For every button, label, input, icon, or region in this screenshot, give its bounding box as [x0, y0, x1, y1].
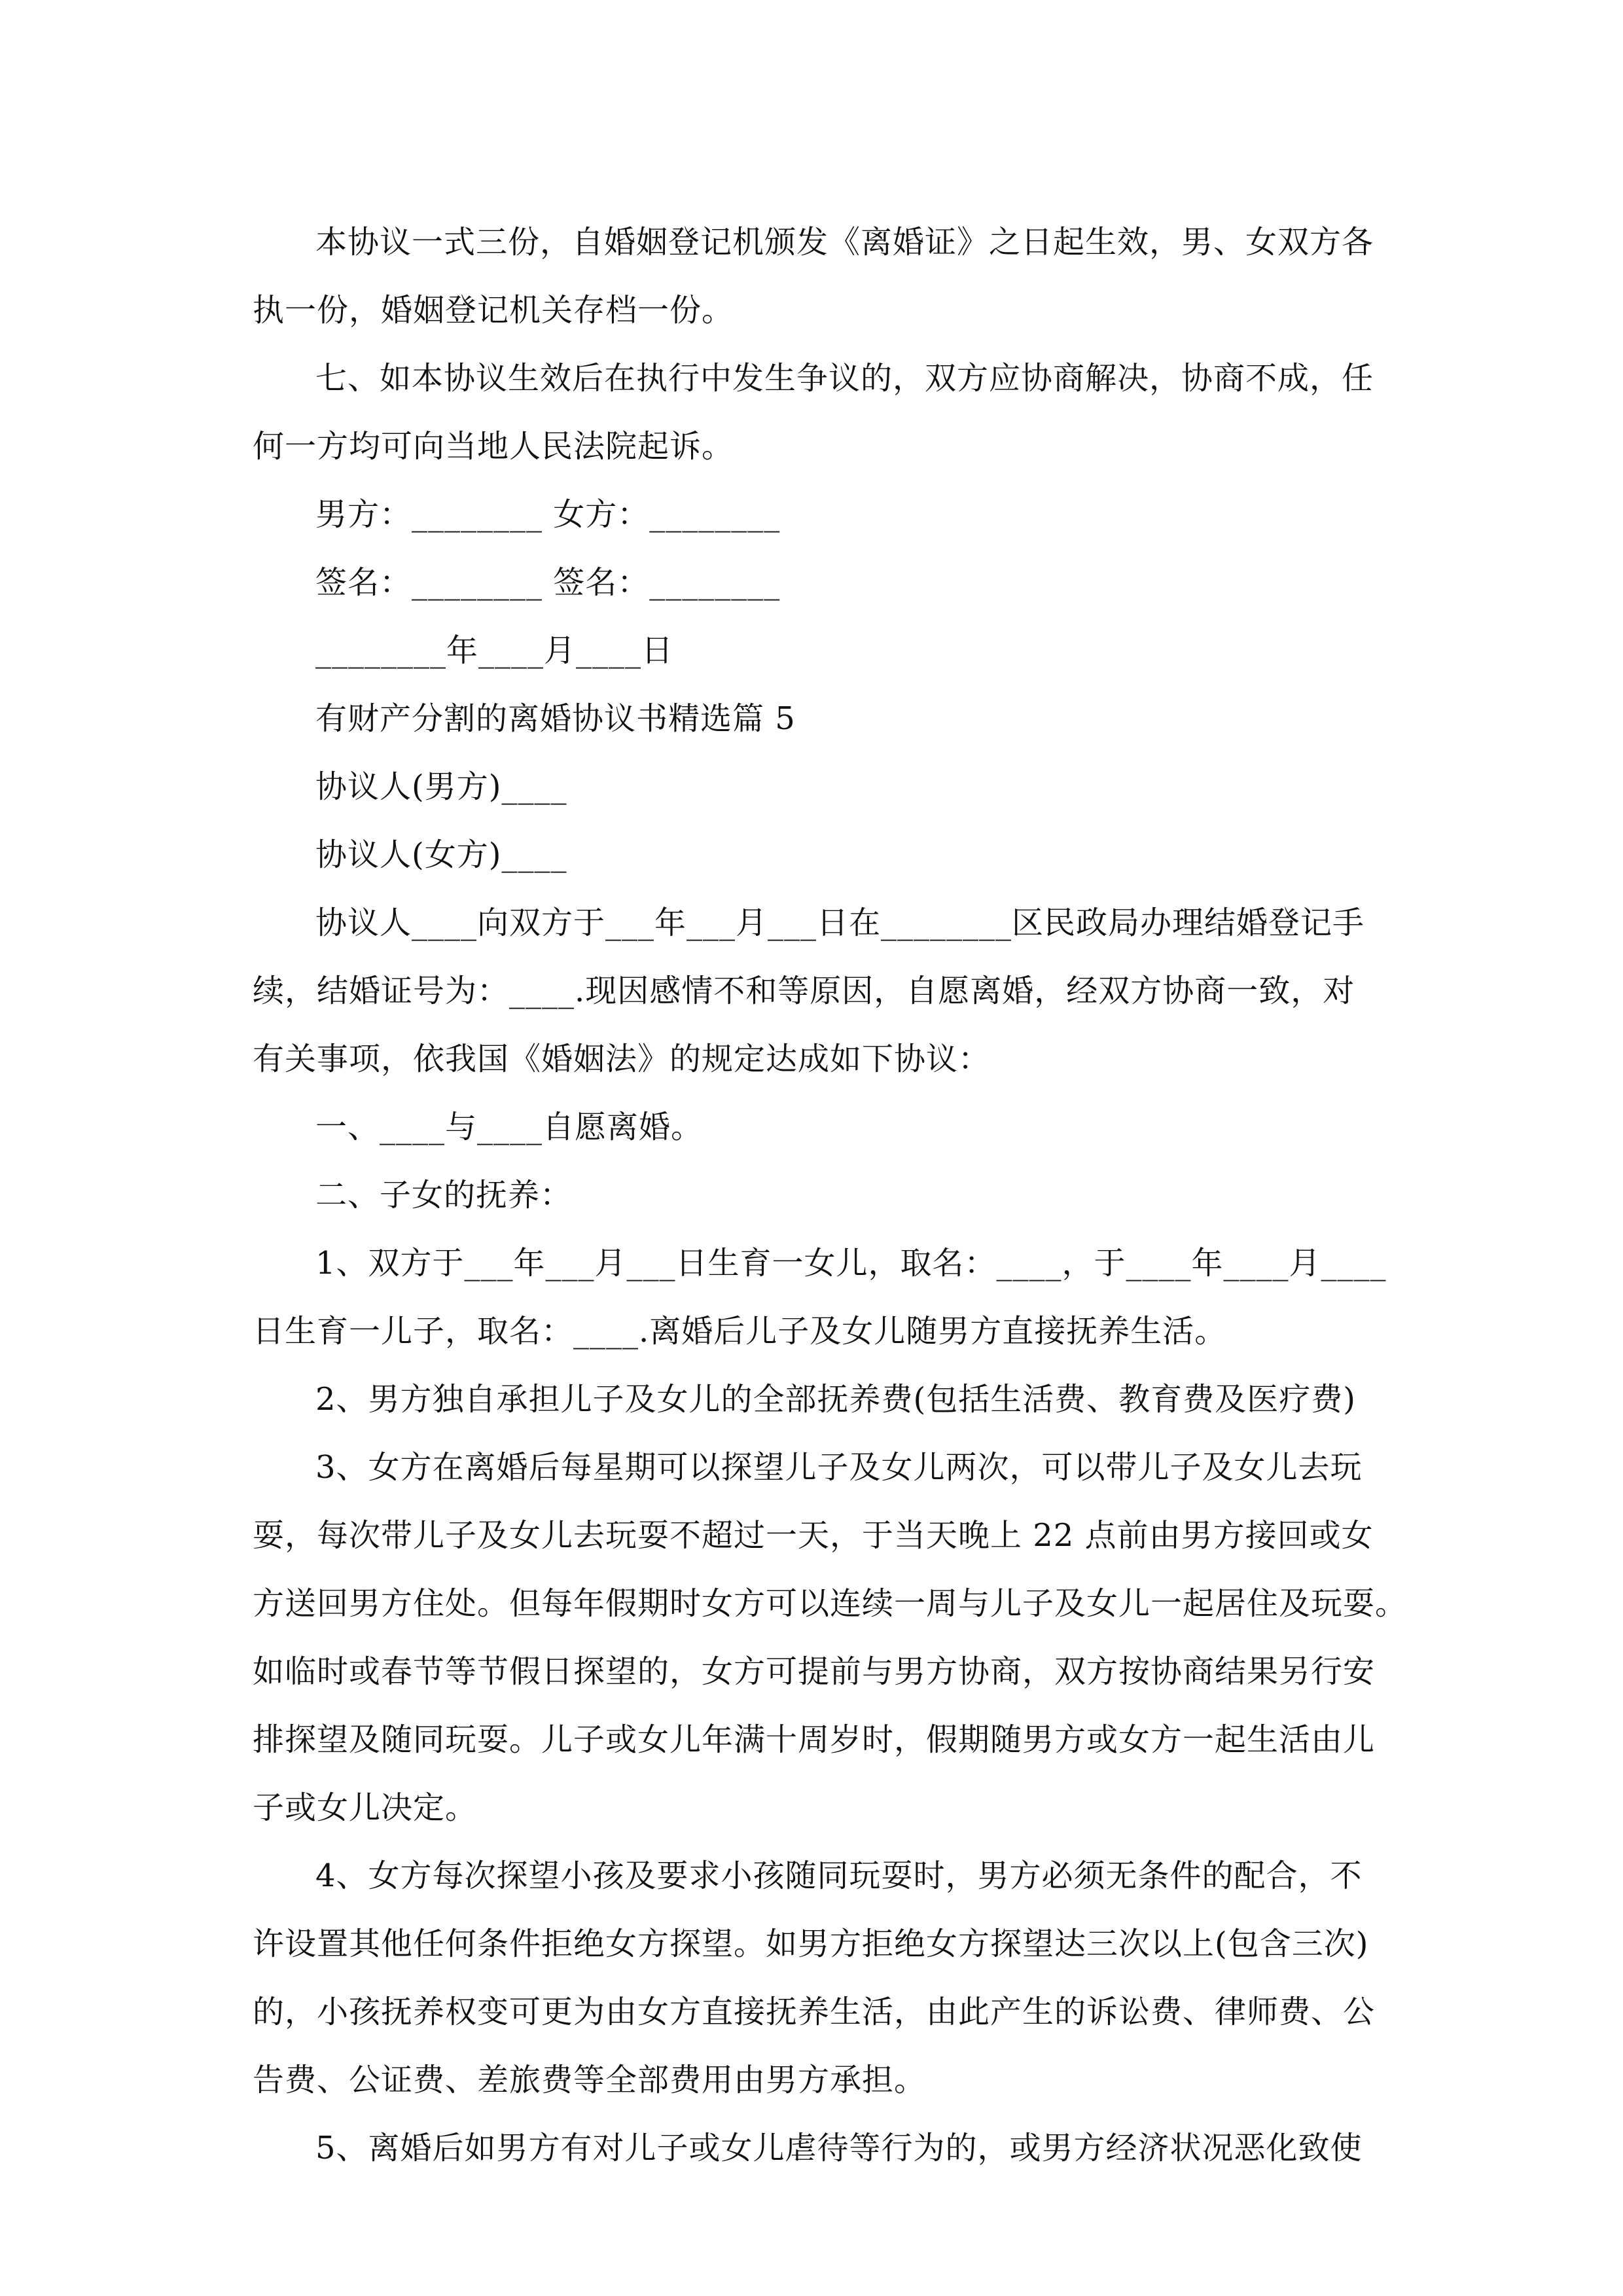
paragraph-continuation-line: 的，小孩抚养权变可更为由女方直接抚养生活，由此产生的诉讼费、律师费、公 [253, 1994, 1376, 2030]
paragraph-first-line: 4、女方每次探望小孩及要求小孩随同玩耍时，男方必须无条件的配合，不 [315, 1857, 1363, 1894]
paragraph-continuation-line: 告费、公证费、差旅费等全部费用由男方承担。 [253, 2062, 927, 2098]
paragraph-continuation-line: 日生育一儿子，取名：____.离婚后儿子及女儿随男方直接抚养生活。 [253, 1313, 1227, 1350]
paragraph-first-line: 协议人____向双方于___年___月___日在________区民政局办理结婚登记手 [315, 905, 1365, 941]
paragraph-continuation-line: 耍，每次带儿子及女儿去玩耍不超过一天，于当天晚上 22 点前由男方接回或女 [253, 1517, 1374, 1554]
paragraph-first-line: 5、离婚后如男方有对儿子或女儿虐待等行为的，或男方经济状况恶化致使 [315, 2130, 1363, 2166]
paragraph-first-line: 1、双方于___年___月___日生育一女儿，取名：____，于____年____月____ [315, 1245, 1387, 1282]
paragraph-first-line: 一、____与____自愿离婚。 [315, 1109, 704, 1145]
paragraph-continuation-line: 子或女儿决定。 [253, 1789, 478, 1826]
paragraph-first-line: 签名：________ 签名：________ [315, 564, 781, 601]
paragraph-first-line: 本协议一式三份，自婚姻登记机颁发《离婚证》之日起生效，男、女双方各 [315, 224, 1374, 260]
paragraph-first-line: 七、如本协议生效后在执行中发生争议的，双方应协商解决，协商不成，任 [315, 360, 1374, 397]
paragraph-continuation-line: 续，结婚证号为：____.现因感情不和等原因，自愿离婚，经双方协商一致，对 [253, 973, 1355, 1009]
paragraph-first-line: ________年____月____日 [315, 632, 674, 669]
paragraph-first-line: 协议人(男方)____ [315, 768, 567, 805]
paragraph-continuation-line: 方送回男方住处。但每年假期时女方可以连续一周与儿子及女儿一起居住及玩耍。 [253, 1585, 1408, 1622]
paragraph-first-line: 协议人(女方)____ [315, 836, 567, 873]
paragraph-first-line: 有财产分割的离婚协议书精选篇 5 [315, 700, 796, 737]
paragraph-first-line: 3、女方在离婚后每星期可以探望儿子及女儿两次，可以带儿子及女儿去玩 [315, 1449, 1363, 1486]
paragraph-first-line: 男方：________ 女方：________ [315, 496, 781, 533]
paragraph-continuation-line: 如临时或春节等节假日探望的，女方可提前与男方协商，双方按协商结果另行安 [253, 1653, 1376, 1690]
paragraph-continuation-line: 排探望及随同玩耍。儿子或女儿年满十周岁时，假期随男方或女方一起生活由儿 [253, 1721, 1376, 1758]
paragraph-continuation-line: 执一份，婚姻登记机关存档一份。 [253, 292, 734, 329]
paragraph-first-line: 2、男方独自承担儿子及女儿的全部抚养费(包括生活费、教育费及医疗费) [315, 1381, 1356, 1418]
document-page [253, 208, 1408, 2182]
paragraph-first-line: 二、子女的抚养： [315, 1177, 573, 1213]
paragraph-continuation-line: 有关事项，依我国《婚姻法》的规定达成如下协议： [253, 1041, 991, 1077]
paragraph-continuation-line: 许设置其他任何条件拒绝女方探望。如男方拒绝女方探望达三次以上(包含三次) [253, 1926, 1369, 1962]
paragraph-continuation-line: 何一方均可向当地人民法院起诉。 [253, 428, 734, 465]
